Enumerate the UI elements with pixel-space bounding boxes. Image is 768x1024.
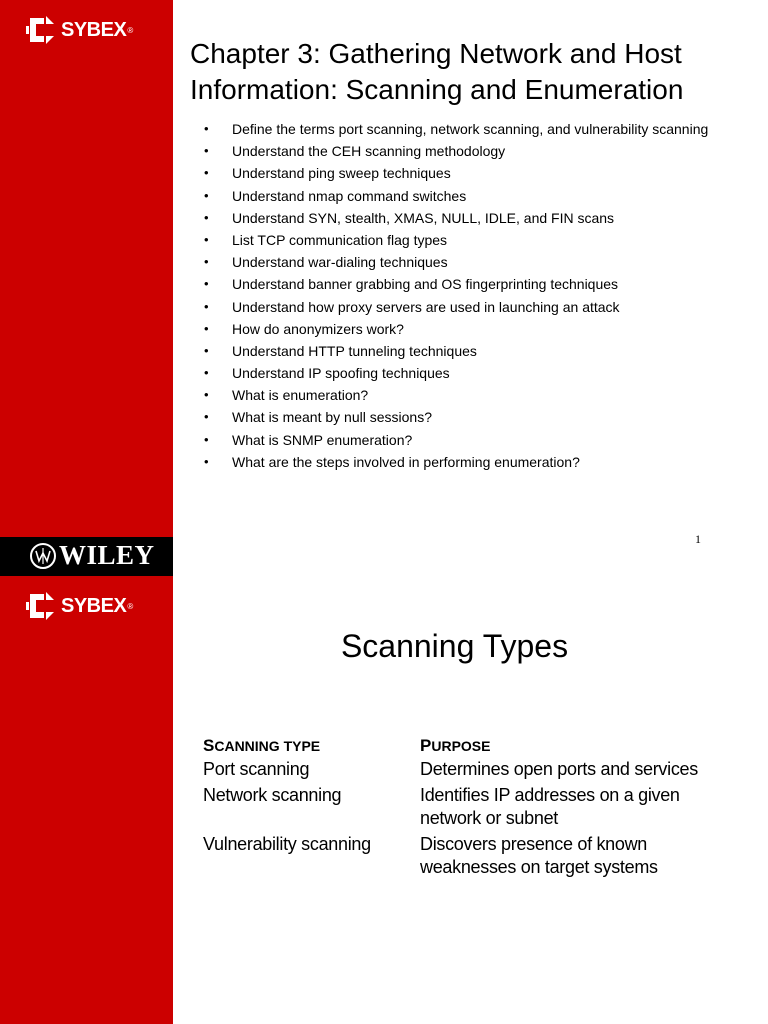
- sybex-logo-icon: [24, 14, 56, 46]
- list-item: • Understand ping sweep techniques: [204, 164, 724, 182]
- list-item: • Understand HTTP tunneling techniques: [204, 342, 724, 360]
- table-cell-type: Network scanning: [203, 785, 342, 805]
- list-item: • Understand IP spoofing techniques: [204, 364, 724, 382]
- sidebar-red-top: [0, 0, 173, 537]
- slide1-title: Chapter 3: Gathering Network and Host Information: Scanning and Enumeration: [190, 38, 684, 105]
- column-header-purpose: PURPOSE: [420, 736, 491, 755]
- list-item: • What is meant by null sessions?: [204, 408, 724, 426]
- list-item: • What is SNMP enumeration?: [204, 431, 724, 449]
- list-item: • List TCP communication flag types: [204, 231, 724, 249]
- list-item: • Define the terms port scanning, network scanning, and vulnerability scanning: [204, 120, 724, 138]
- wiley-seal-icon: [30, 543, 56, 569]
- list-item: • Understand how proxy servers are used in launching an attack: [204, 298, 724, 316]
- list-item: • How do anonymizers work?: [204, 320, 724, 338]
- list-item: • Understand banner grabbing and OS fingerprinting techniques: [204, 275, 724, 293]
- sybex-logo: [24, 590, 133, 622]
- table-cell-purpose: Identifies IP addresses on a given network or subnet: [420, 785, 680, 828]
- list-item: • Understand war-dialing techniques: [204, 253, 724, 271]
- page-number: 1: [695, 532, 701, 546]
- sybex-registered-mark: ®: [127, 601, 134, 611]
- list-item: • Understand nmap command switches: [204, 187, 724, 205]
- objectives-list: [204, 120, 724, 475]
- sybex-logo-icon: [24, 590, 56, 622]
- list-item: • What are the steps involved in performing enumeration?: [204, 453, 724, 471]
- table-cell-purpose: Determines open ports and services: [420, 759, 698, 779]
- list-item: • Understand the CEH scanning methodology: [204, 142, 724, 160]
- sybex-logo-text: SYBEX: [61, 18, 127, 41]
- sybex-registered-mark: ®: [127, 25, 134, 35]
- table-cell-purpose: Discovers presence of known weaknesses on target systems: [420, 834, 658, 877]
- list-item: • Understand SYN, stealth, XMAS, NULL, IDLE, and FIN scans: [204, 209, 724, 227]
- sybex-logo: [24, 14, 133, 46]
- wiley-logo: [30, 540, 155, 571]
- table-cell-type: Port scanning: [203, 759, 310, 779]
- sybex-logo-text: SYBEX: [61, 594, 127, 617]
- wiley-logo-text: WILEY: [59, 540, 155, 570]
- slide2-title: Scanning Types: [340, 628, 569, 664]
- column-header-scanning-type: SCANNING TYPE: [203, 736, 321, 755]
- list-item: • What is enumeration?: [204, 386, 724, 404]
- sidebar-red-bottom: [0, 576, 173, 1024]
- table-cell-type: Vulnerability scanning: [203, 834, 371, 854]
